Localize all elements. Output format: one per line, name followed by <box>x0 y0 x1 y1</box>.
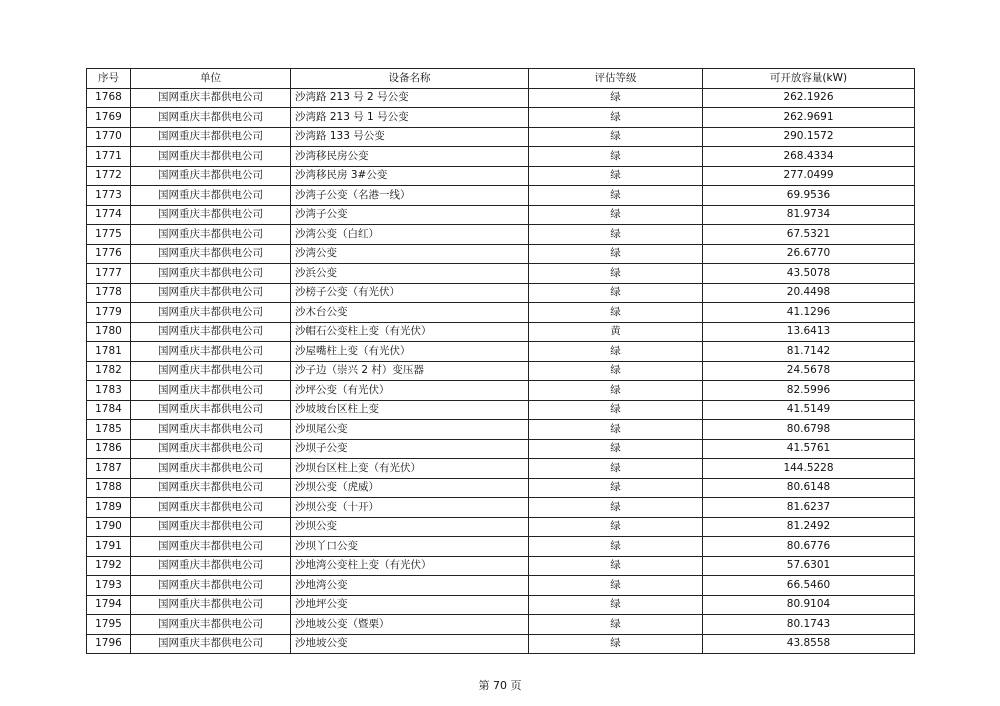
row-grade: 绿 <box>529 400 703 420</box>
row-index: 1792 <box>87 556 131 576</box>
row-grade: 绿 <box>529 127 703 147</box>
row-unit: 国网重庆丰都供电公司 <box>131 361 291 381</box>
table-row <box>87 147 915 167</box>
row-capacity: 290.1572 <box>703 127 915 147</box>
row-capacity: 24.5678 <box>703 361 915 381</box>
row-capacity: 80.1743 <box>703 615 915 635</box>
row-capacity: 81.2492 <box>703 517 915 537</box>
row-grade: 绿 <box>529 459 703 479</box>
row-unit: 国网重庆丰都供电公司 <box>131 303 291 323</box>
row-unit: 国网重庆丰都供电公司 <box>131 576 291 596</box>
row-device-name: 沙湾公变（白红） <box>291 225 529 245</box>
row-grade: 绿 <box>529 556 703 576</box>
row-index: 1768 <box>87 88 131 108</box>
row-index: 1780 <box>87 322 131 342</box>
row-capacity: 20.4498 <box>703 283 915 303</box>
table-row <box>87 186 915 206</box>
row-device-name: 沙坝尾公变 <box>291 420 529 440</box>
row-unit: 国网重庆丰都供电公司 <box>131 420 291 440</box>
row-device-name: 沙地坡公变（暨栗） <box>291 615 529 635</box>
table-row <box>87 244 915 264</box>
row-capacity: 81.9734 <box>703 205 915 225</box>
row-unit: 国网重庆丰都供电公司 <box>131 322 291 342</box>
row-capacity: 80.6776 <box>703 537 915 557</box>
row-unit: 国网重庆丰都供电公司 <box>131 381 291 401</box>
table-row <box>87 615 915 635</box>
page-number: 第 70 页 <box>478 679 522 692</box>
row-capacity: 66.5460 <box>703 576 915 596</box>
table-row <box>87 537 915 557</box>
row-unit: 国网重庆丰都供电公司 <box>131 537 291 557</box>
row-index: 1790 <box>87 517 131 537</box>
row-index: 1775 <box>87 225 131 245</box>
row-unit: 国网重庆丰都供电公司 <box>131 556 291 576</box>
row-device-name: 沙湾子公变（名港一线） <box>291 186 529 206</box>
row-grade: 绿 <box>529 361 703 381</box>
row-grade: 绿 <box>529 283 703 303</box>
row-capacity: 82.5996 <box>703 381 915 401</box>
row-capacity: 26.6770 <box>703 244 915 264</box>
table-row <box>87 381 915 401</box>
row-device-name: 沙地坡公变 <box>291 634 529 654</box>
row-capacity: 81.6237 <box>703 498 915 518</box>
row-index: 1776 <box>87 244 131 264</box>
row-grade: 绿 <box>529 420 703 440</box>
row-device-name: 沙湾公变 <box>291 244 529 264</box>
row-grade: 绿 <box>529 342 703 362</box>
row-capacity: 41.5149 <box>703 400 915 420</box>
row-device-name: 沙湾子公变 <box>291 205 529 225</box>
row-index: 1785 <box>87 420 131 440</box>
row-device-name: 沙屋嘴柱上变（有光伏） <box>291 342 529 362</box>
row-index: 1784 <box>87 400 131 420</box>
row-device-name: 沙坡坡台区柱上变 <box>291 400 529 420</box>
row-unit: 国网重庆丰都供电公司 <box>131 244 291 264</box>
row-grade: 绿 <box>529 147 703 167</box>
row-index: 1791 <box>87 537 131 557</box>
row-unit: 国网重庆丰都供电公司 <box>131 186 291 206</box>
row-capacity: 80.6148 <box>703 478 915 498</box>
row-index: 1779 <box>87 303 131 323</box>
row-grade: 绿 <box>529 439 703 459</box>
row-unit: 国网重庆丰都供电公司 <box>131 615 291 635</box>
row-capacity: 41.5761 <box>703 439 915 459</box>
row-grade: 绿 <box>529 498 703 518</box>
table-row <box>87 576 915 596</box>
table-row <box>87 166 915 186</box>
row-index: 1788 <box>87 478 131 498</box>
row-index: 1782 <box>87 361 131 381</box>
row-capacity: 262.1926 <box>703 88 915 108</box>
row-device-name: 沙坝公变（虎威） <box>291 478 529 498</box>
row-grade: 绿 <box>529 205 703 225</box>
row-index: 1770 <box>87 127 131 147</box>
row-unit: 国网重庆丰都供电公司 <box>131 498 291 518</box>
table-row <box>87 517 915 537</box>
row-unit: 国网重庆丰都供电公司 <box>131 264 291 284</box>
row-device-name: 沙榜子公变（有光伏） <box>291 283 529 303</box>
header-device-name: 设备名称 <box>291 69 529 89</box>
row-capacity: 43.8558 <box>703 634 915 654</box>
row-unit: 国网重庆丰都供电公司 <box>131 459 291 479</box>
row-capacity: 57.6301 <box>703 556 915 576</box>
row-grade: 绿 <box>529 576 703 596</box>
row-grade: 黄 <box>529 322 703 342</box>
table-header-row <box>87 69 915 89</box>
row-grade: 绿 <box>529 537 703 557</box>
table-row <box>87 322 915 342</box>
row-grade: 绿 <box>529 244 703 264</box>
table-row <box>87 264 915 284</box>
row-index: 1787 <box>87 459 131 479</box>
row-grade: 绿 <box>529 186 703 206</box>
row-index: 1769 <box>87 108 131 128</box>
table-row <box>87 108 915 128</box>
row-device-name: 沙坝公变（十开） <box>291 498 529 518</box>
table-row <box>87 420 915 440</box>
row-index: 1786 <box>87 439 131 459</box>
row-capacity: 43.5078 <box>703 264 915 284</box>
row-unit: 国网重庆丰都供电公司 <box>131 127 291 147</box>
row-unit: 国网重庆丰都供电公司 <box>131 478 291 498</box>
table-body <box>87 88 915 654</box>
row-device-name: 沙湾路 213 号 2 号公变 <box>291 88 529 108</box>
table-row <box>87 225 915 245</box>
table-row <box>87 478 915 498</box>
row-grade: 绿 <box>529 517 703 537</box>
row-index: 1796 <box>87 634 131 654</box>
row-capacity: 144.5228 <box>703 459 915 479</box>
row-unit: 国网重庆丰都供电公司 <box>131 595 291 615</box>
row-capacity: 81.7142 <box>703 342 915 362</box>
row-device-name: 沙湾移民房公变 <box>291 147 529 167</box>
row-unit: 国网重庆丰都供电公司 <box>131 147 291 167</box>
row-grade: 绿 <box>529 264 703 284</box>
table-row <box>87 361 915 381</box>
table-row <box>87 205 915 225</box>
row-device-name: 沙坝子公变 <box>291 439 529 459</box>
row-capacity: 13.6413 <box>703 322 915 342</box>
row-capacity: 80.9104 <box>703 595 915 615</box>
row-device-name: 沙坪公变（有光伏） <box>291 381 529 401</box>
row-unit: 国网重庆丰都供电公司 <box>131 283 291 303</box>
row-device-name: 沙坝台区柱上变（有光伏） <box>291 459 529 479</box>
table-row <box>87 556 915 576</box>
row-capacity: 41.1296 <box>703 303 915 323</box>
row-unit: 国网重庆丰都供电公司 <box>131 225 291 245</box>
row-capacity: 80.6798 <box>703 420 915 440</box>
row-device-name: 沙地湾公变柱上变（有光伏） <box>291 556 529 576</box>
row-grade: 绿 <box>529 108 703 128</box>
table-row <box>87 88 915 108</box>
row-index: 1774 <box>87 205 131 225</box>
row-capacity: 67.5321 <box>703 225 915 245</box>
table-row <box>87 498 915 518</box>
row-unit: 国网重庆丰都供电公司 <box>131 400 291 420</box>
row-unit: 国网重庆丰都供电公司 <box>131 166 291 186</box>
row-grade: 绿 <box>529 225 703 245</box>
row-unit: 国网重庆丰都供电公司 <box>131 634 291 654</box>
row-capacity: 268.4334 <box>703 147 915 167</box>
row-index: 1795 <box>87 615 131 635</box>
row-device-name: 沙坝丫口公变 <box>291 537 529 557</box>
row-index: 1777 <box>87 264 131 284</box>
row-index: 1771 <box>87 147 131 167</box>
table-row <box>87 439 915 459</box>
row-index: 1789 <box>87 498 131 518</box>
row-grade: 绿 <box>529 595 703 615</box>
table-row <box>87 303 915 323</box>
row-index: 1793 <box>87 576 131 596</box>
row-unit: 国网重庆丰都供电公司 <box>131 517 291 537</box>
row-device-name: 沙帽石公变柱上变（有光伏） <box>291 322 529 342</box>
header-index: 序号 <box>87 69 131 89</box>
row-unit: 国网重庆丰都供电公司 <box>131 205 291 225</box>
row-index: 1783 <box>87 381 131 401</box>
row-grade: 绿 <box>529 88 703 108</box>
row-device-name: 沙地湾公变 <box>291 576 529 596</box>
table-row <box>87 459 915 479</box>
row-unit: 国网重庆丰都供电公司 <box>131 439 291 459</box>
row-index: 1773 <box>87 186 131 206</box>
row-index: 1794 <box>87 595 131 615</box>
capacity-table <box>86 68 915 654</box>
header-grade: 评估等级 <box>529 69 703 89</box>
table-row <box>87 400 915 420</box>
table-row <box>87 595 915 615</box>
row-device-name: 沙湾路 133 号公变 <box>291 127 529 147</box>
row-grade: 绿 <box>529 634 703 654</box>
row-device-name: 沙地坪公变 <box>291 595 529 615</box>
row-index: 1772 <box>87 166 131 186</box>
row-device-name: 沙坝公变 <box>291 517 529 537</box>
table-row <box>87 634 915 654</box>
row-capacity: 262.9691 <box>703 108 915 128</box>
row-grade: 绿 <box>529 615 703 635</box>
row-unit: 国网重庆丰都供电公司 <box>131 88 291 108</box>
row-grade: 绿 <box>529 381 703 401</box>
row-grade: 绿 <box>529 303 703 323</box>
row-device-name: 沙子边（崇兴 2 村）变压器 <box>291 361 529 381</box>
row-unit: 国网重庆丰都供电公司 <box>131 342 291 362</box>
row-device-name: 沙木台公变 <box>291 303 529 323</box>
table-row <box>87 342 915 362</box>
row-device-name: 沙湾路 213 号 1 号公变 <box>291 108 529 128</box>
row-capacity: 69.9536 <box>703 186 915 206</box>
row-grade: 绿 <box>529 166 703 186</box>
row-capacity: 277.0499 <box>703 166 915 186</box>
table-row <box>87 283 915 303</box>
row-index: 1778 <box>87 283 131 303</box>
header-unit: 单位 <box>131 69 291 89</box>
header-capacity: 可开放容量(kW) <box>703 69 915 89</box>
row-device-name: 沙湾移民房 3#公变 <box>291 166 529 186</box>
row-grade: 绿 <box>529 478 703 498</box>
row-device-name: 沙浜公变 <box>291 264 529 284</box>
row-unit: 国网重庆丰都供电公司 <box>131 108 291 128</box>
row-index: 1781 <box>87 342 131 362</box>
table-row <box>87 127 915 147</box>
